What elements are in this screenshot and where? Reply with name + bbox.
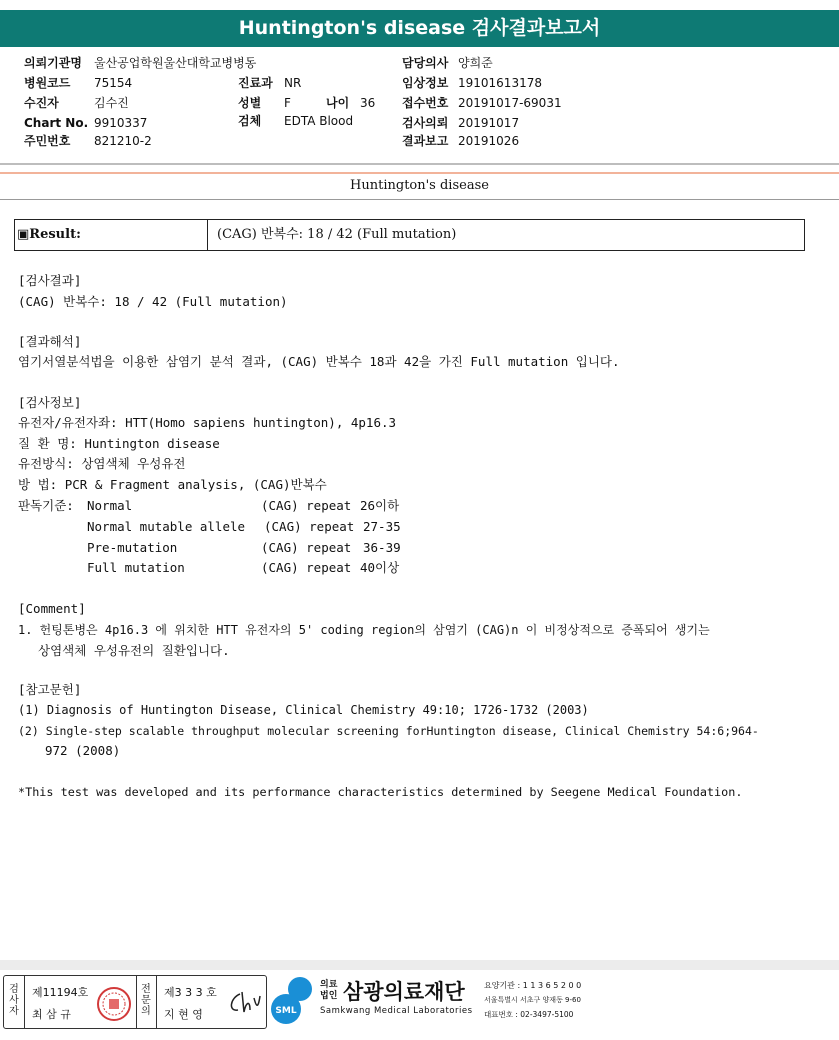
reference-2: (2) Single-step scalable throughput molecular screening forHuntington disease, Clinical Chemistry 54:6;964-: [18, 724, 759, 738]
report-title: Huntington's disease 검사결과보고서: [0, 10, 839, 47]
info-heading: [검사정보]: [18, 395, 82, 410]
interp-heading: [결과해석]: [18, 334, 82, 349]
references-heading: [참고문헌]: [18, 682, 82, 697]
accent-divider: [0, 172, 839, 174]
org-type: 의료법인: [320, 980, 338, 1001]
criteria-name: Normal mutable allele: [87, 519, 246, 534]
inheritance-text: 유전방식: 상염색체 우성유전: [18, 456, 186, 471]
comment-heading: [Comment]: [18, 601, 86, 616]
tester-name: 최 삼 규: [32, 1008, 71, 1021]
org-phone: 대표번호 : 02-3497-5100: [484, 1010, 574, 1019]
ssn-value: 821210-2: [94, 134, 152, 148]
specialist-number: 제3 3 3 호: [164, 986, 217, 999]
age-value: 36: [360, 96, 376, 110]
gene-text: 유전자/유전자좌: HTT(Homo sapiens huntington), 4p16.3: [18, 415, 397, 430]
footnote: *This test was developed and its performance characteristics determined by Seegene Medical Foundation.: [18, 785, 743, 799]
criteria-label: 판독기준:: [18, 498, 74, 513]
institution-label: 의뢰기관명: [24, 56, 82, 70]
accession-value: 20191017-69031: [458, 96, 562, 110]
hospital-code-value: 75154: [94, 76, 133, 90]
result-box: [14, 219, 805, 251]
specimen-value: EDTA Blood: [284, 114, 354, 128]
criteria-repeat: (CAG) repeat: [261, 540, 352, 555]
doctor-label: 담당의사: [402, 56, 449, 70]
sex-value: F: [284, 96, 291, 110]
report-label: 결과보고: [402, 134, 449, 148]
age-label: 나이: [326, 96, 350, 110]
criteria-range: 40이상: [360, 560, 400, 575]
test-result-text: (CAG) 반복수: 18 / 42 (Full mutation): [18, 294, 288, 309]
criteria-repeat: (CAG) repeat: [261, 498, 352, 513]
chart-value: 9910337: [94, 116, 148, 130]
specialist-name: 지 현 영: [164, 1008, 203, 1021]
method-text: 방 법: PCR & Fragment analysis, (CAG)반복수: [18, 477, 327, 492]
hospital-code-label: 병원코드: [24, 76, 71, 90]
agency-number: 요양기관 : 1 1 3 6 5 2 0 0: [484, 981, 582, 990]
reference-1: (1) Diagnosis of Huntington Disease, Clinical Chemistry 49:10; 1726-1732 (2003): [18, 703, 589, 717]
signature-box: [3, 975, 267, 1029]
criteria-repeat: (CAG) repeat: [261, 560, 352, 575]
header-info: [0, 52, 839, 162]
report-value: 20191026: [458, 134, 520, 148]
interp-text: 염기서열분석법을 이용한 삼염기 분석 결과, (CAG) 반복수 18과 42을 가진 Full mutation 입니다.: [18, 354, 620, 369]
criteria-name: Full mutation: [87, 560, 185, 575]
criteria-repeat: (CAG) repeat: [264, 519, 355, 534]
criteria-range: 27-35: [363, 519, 401, 534]
comment-line-2: 상염색체 우성유전의 질환입니다.: [38, 643, 230, 658]
clinical-label: 임상정보: [402, 76, 449, 90]
dept-label: 진료과: [238, 76, 273, 90]
specialist-label: 전문의: [141, 984, 151, 1017]
dept-value: NR: [284, 76, 302, 90]
clinical-value: 19101613178: [458, 76, 542, 90]
criteria-range: 36-39: [363, 540, 401, 555]
result-label: ▣Result:: [15, 220, 208, 250]
doctor-value: 양희준: [458, 56, 493, 70]
test-result-heading: [검사결과]: [18, 273, 82, 288]
chart-label: Chart No.: [24, 116, 89, 130]
ssn-label: 주민번호: [24, 134, 71, 148]
seal-stamp-icon: [96, 986, 132, 1022]
signature-icon: [226, 988, 264, 1018]
specimen-label: 검체: [238, 114, 262, 128]
org-name: 삼광의료재단: [343, 980, 465, 1004]
result-value: (CAG) 반복수: 18 / 42 (Full mutation): [217, 227, 457, 242]
sml-logo-text: SML: [275, 1006, 297, 1016]
patient-label: 수진자: [24, 96, 59, 110]
institution-value: 울산공업학원울산대학교병병동: [94, 56, 257, 70]
accession-label: 접수번호: [402, 96, 449, 110]
footer-strip: [0, 960, 839, 970]
sex-label: 성별: [238, 96, 262, 110]
tester-label: 검사자: [9, 984, 19, 1017]
tester-number: 제11194호: [32, 986, 89, 999]
org-address: 서울특별시 서초구 양재동 9-60: [484, 996, 581, 1004]
report-subtitle: Huntington's disease: [350, 178, 489, 193]
disease-text: 질 환 명: Huntington disease: [18, 436, 220, 451]
subtitle-divider: [0, 199, 839, 200]
org-english: Samkwang Medical Laboratories: [320, 1006, 473, 1016]
request-value: 20191017: [458, 116, 520, 130]
header-divider: [0, 163, 839, 165]
sml-logo-icon: [270, 975, 318, 1027]
criteria-name: Pre-mutation: [87, 540, 178, 555]
criteria-range: 26이하: [360, 498, 400, 513]
reference-2-cont: 972 (2008): [45, 743, 121, 758]
criteria-name: Normal: [87, 498, 133, 513]
comment-line-1: 1. 헌팅톤병은 4p16.3 에 위치한 HTT 유전자의 5' coding region의 삼염기 (CAG)n 이 비정상적으로 증폭되어 생기는: [18, 623, 710, 637]
request-label: 검사의뢰: [402, 116, 449, 130]
patient-value: 김수진: [94, 96, 129, 110]
